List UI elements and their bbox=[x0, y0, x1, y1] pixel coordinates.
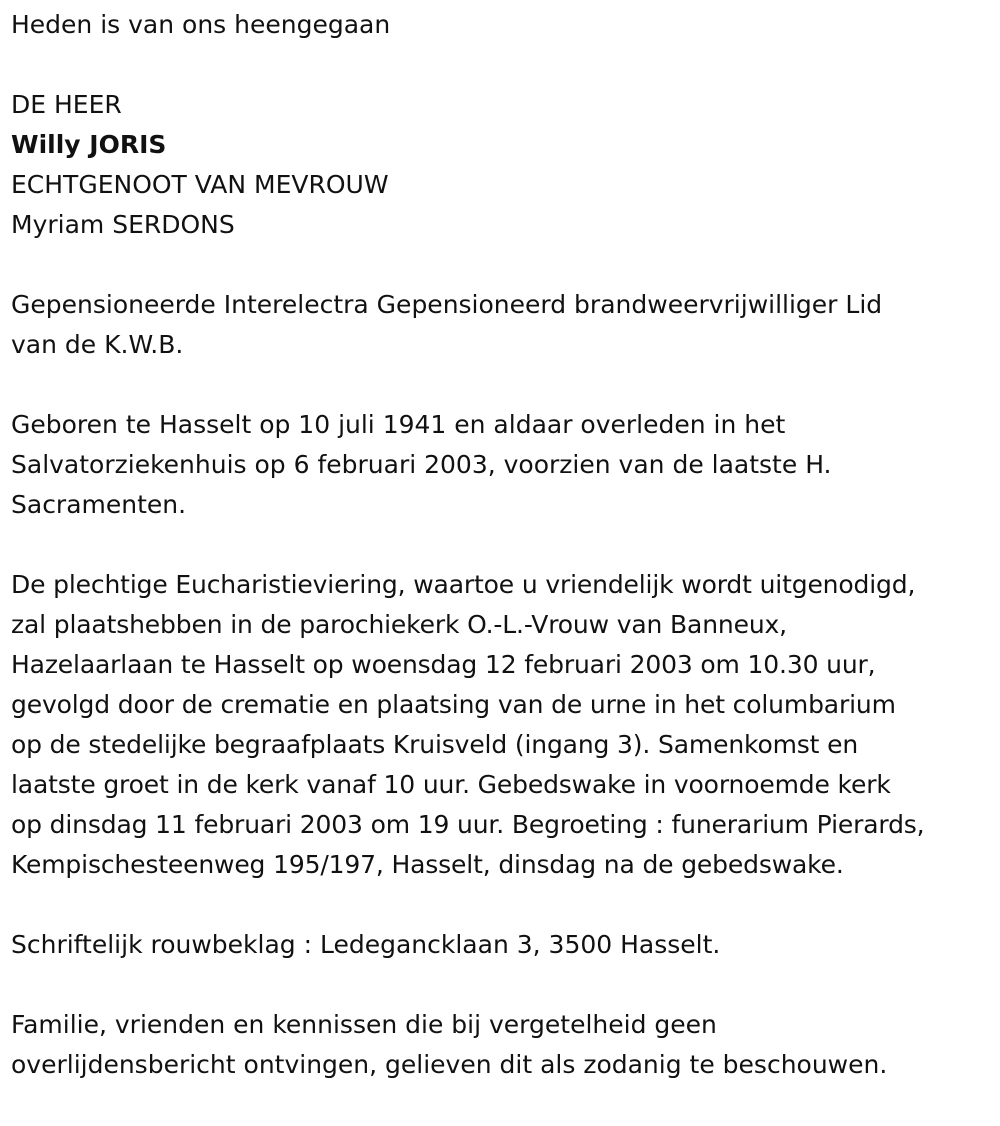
spouse-label: ECHTGENOOT VAN MEVROUW bbox=[11, 170, 389, 199]
spacer bbox=[11, 965, 990, 1005]
ceremony-paragraph bbox=[11, 565, 990, 885]
birth-death-paragraph bbox=[11, 405, 990, 525]
ceremony-line: De plechtige Eucharistieviering, waartoe u vriendelijk wordt uitgenodigd, bbox=[11, 570, 916, 599]
occupation-line: van de K.W.B. bbox=[11, 330, 184, 359]
spouse-name: Myriam SERDONS bbox=[11, 210, 235, 239]
ceremony-line: op dinsdag 11 februari 2003 om 19 uur. Begroeting : funerarium Pierards, bbox=[11, 810, 925, 839]
ceremony-line: gevolgd door de crematie en plaatsing van de urne in het columbarium bbox=[11, 690, 896, 719]
ceremony-line: zal plaatshebben in de parochiekerk O.-L.-Vrouw van Banneux, bbox=[11, 610, 787, 639]
birth-line: Sacramenten. bbox=[11, 490, 187, 519]
spacer bbox=[11, 885, 990, 925]
closing-line: overlijdensbericht ontvingen, gelieven dit als zodanig te beschouwen. bbox=[11, 1050, 888, 1079]
closing-line: Familie, vrienden en kennissen die bij vergetelheid geen bbox=[11, 1010, 717, 1039]
spacer bbox=[11, 45, 990, 85]
intro-text: Heden is van ons heengegaan bbox=[11, 10, 391, 39]
occupation-line: Gepensioneerde Interelectra Gepensioneerd brandweervrijwilliger Lid bbox=[11, 290, 883, 319]
deceased-name: Willy JORIS bbox=[11, 130, 167, 159]
ceremony-line: laatste groet in de kerk vanaf 10 uur. Gebedswake in voornoemde kerk bbox=[11, 770, 891, 799]
occupation-paragraph bbox=[11, 285, 990, 365]
ceremony-line: Kempischesteenweg 195/197, Hasselt, dinsdag na de gebedswake. bbox=[11, 850, 844, 879]
spacer bbox=[11, 525, 990, 565]
spacer bbox=[11, 245, 990, 285]
ceremony-line: Hazelaarlaan te Hasselt op woensdag 12 februari 2003 om 10.30 uur, bbox=[11, 650, 876, 679]
birth-line: Geboren te Hasselt op 10 juli 1941 en aldaar overleden in het bbox=[11, 410, 786, 439]
closing-paragraph bbox=[11, 1005, 990, 1085]
ceremony-line: op de stedelijke begraafplaats Kruisveld (ingang 3). Samenkomst en bbox=[11, 730, 859, 759]
salutation: DE HEER bbox=[11, 90, 122, 119]
spacer bbox=[11, 365, 990, 405]
condolence-address: Schriftelijk rouwbeklag : Ledegancklaan 3, 3500 Hasselt. bbox=[11, 930, 721, 959]
birth-line: Salvatorziekenhuis op 6 februari 2003, voorzien van de laatste H. bbox=[11, 450, 832, 479]
